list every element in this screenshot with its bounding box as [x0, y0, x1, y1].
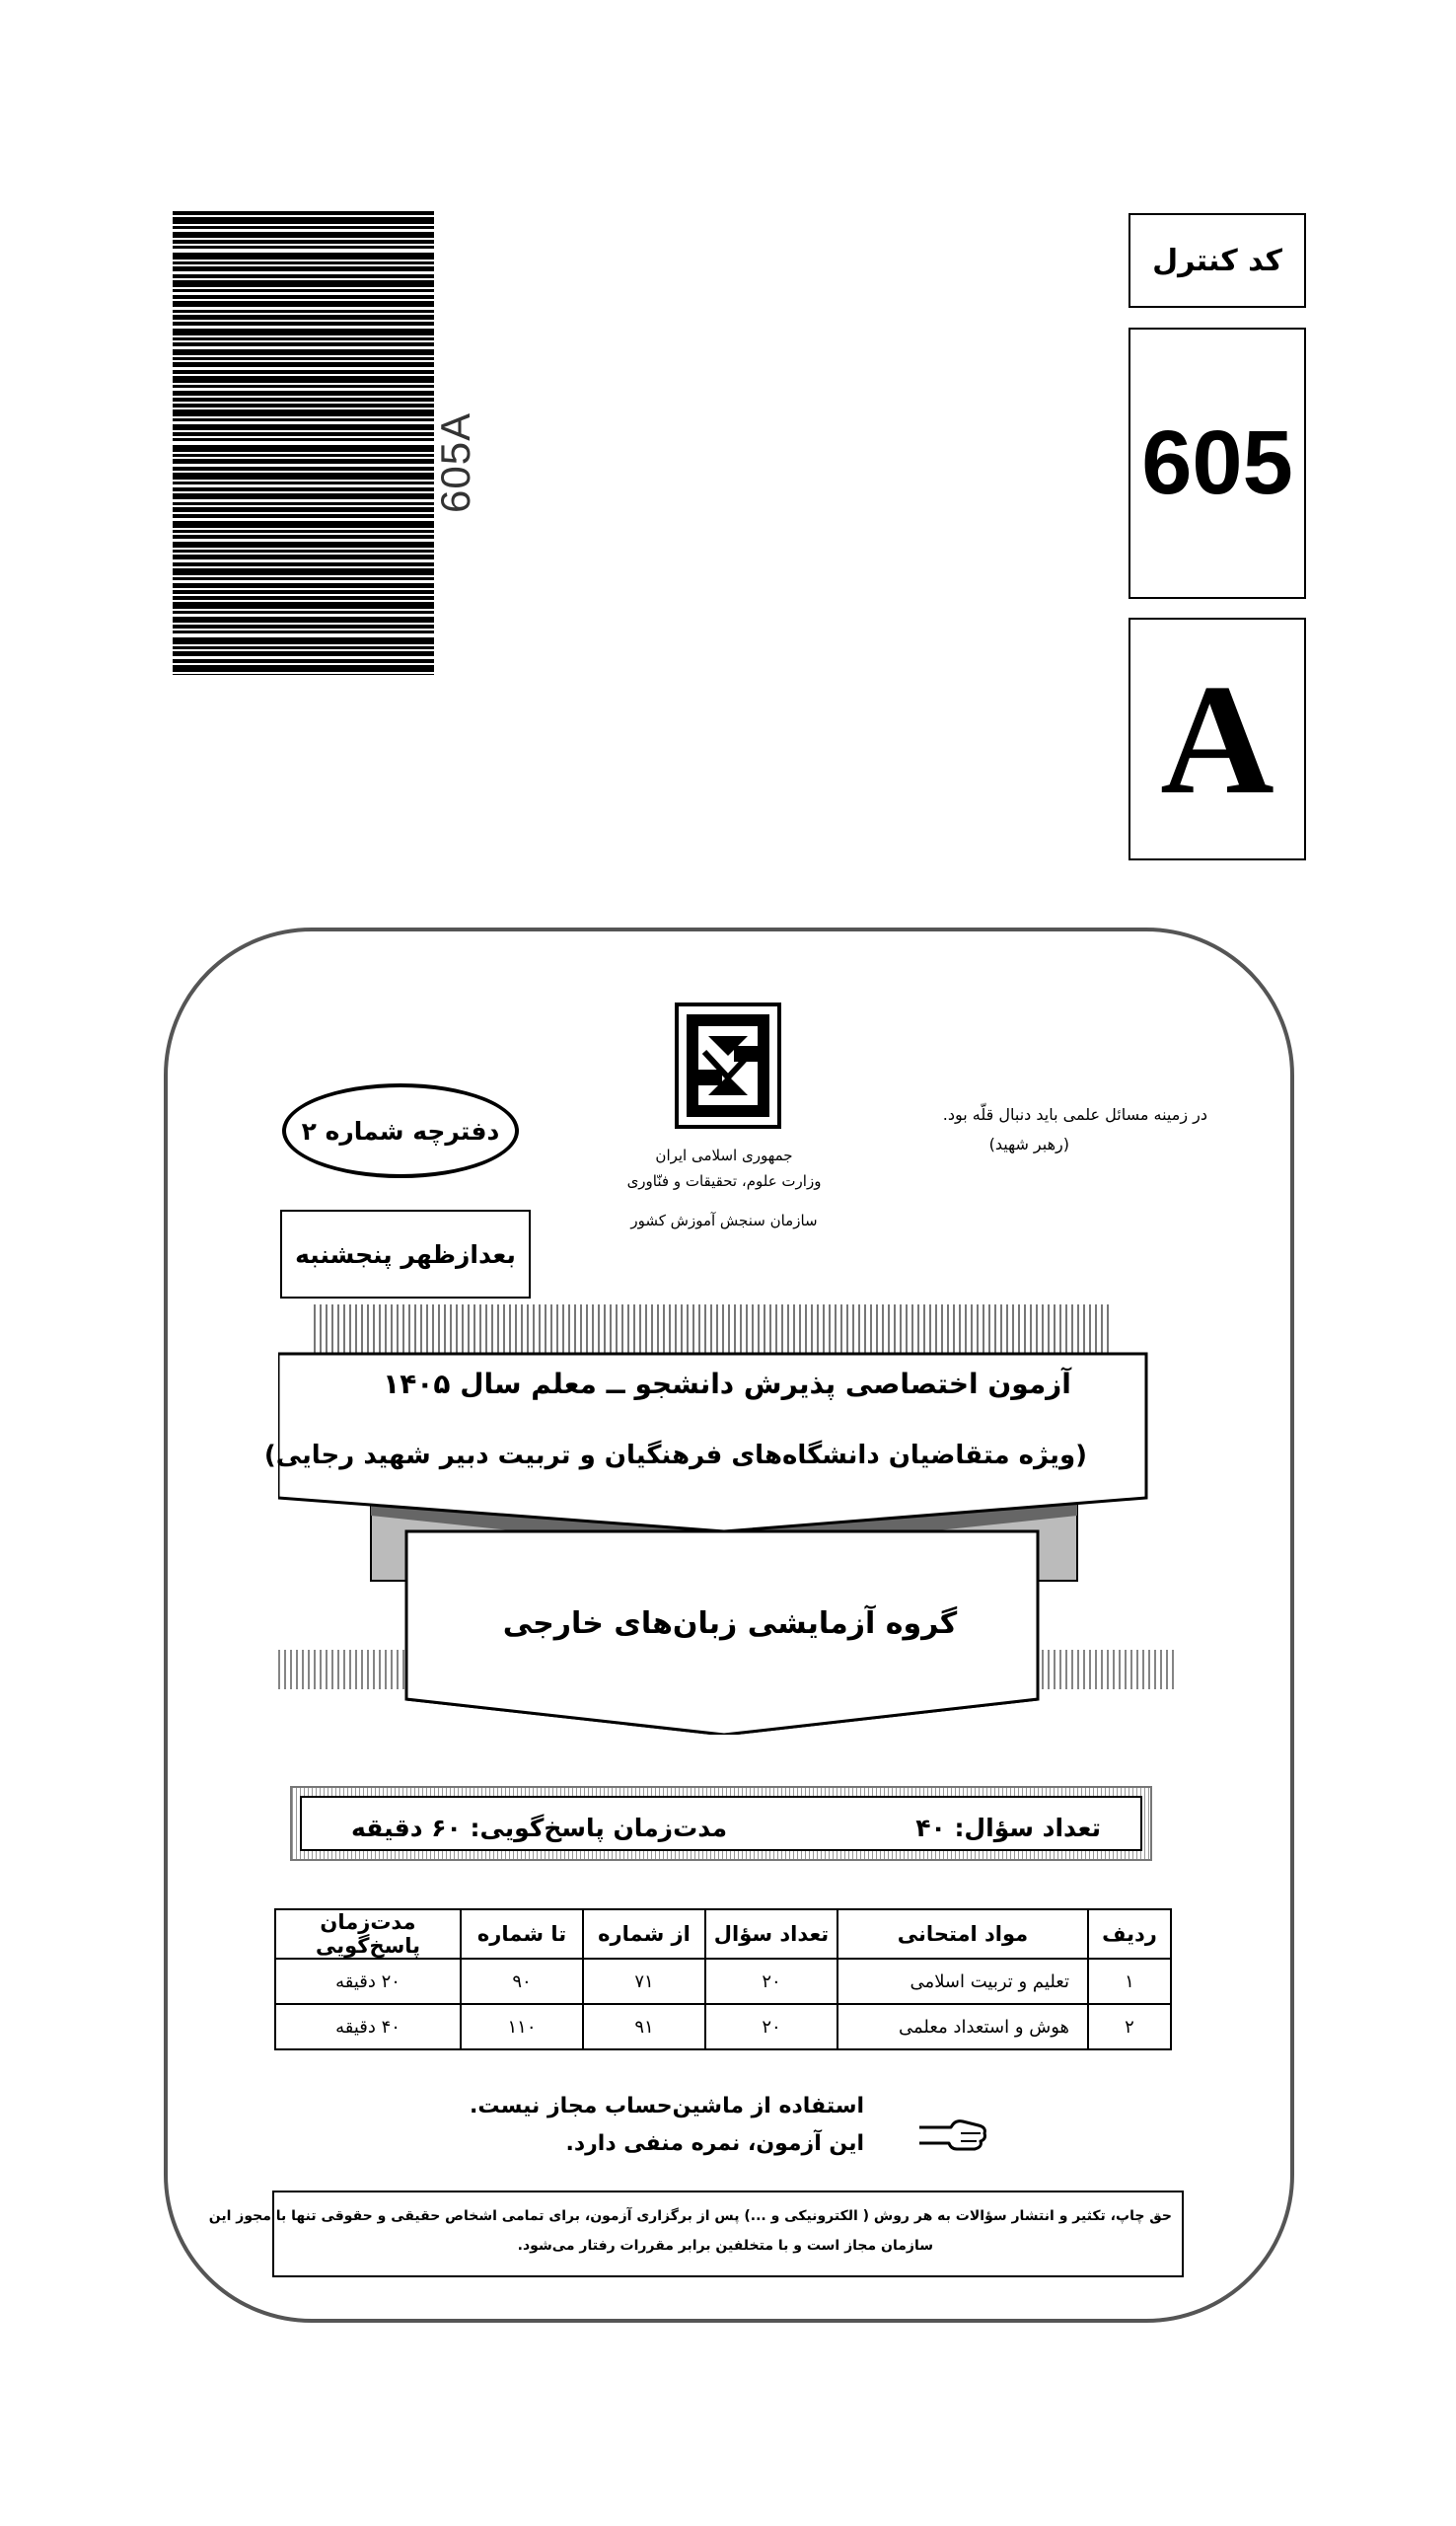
barcode-bar: [173, 659, 434, 663]
table-row: [275, 2004, 1171, 2049]
copyright-line-1: حق چاپ، تکثیر و انتشار سؤالات به هر روش ( الکترونیکی و ...) پس از برگزاری آزمون، برای تمامی اشخاص حقیقی و حقوقی تنها با مجوز این: [208, 2208, 1172, 2224]
barcode-bar: [173, 617, 434, 623]
exam-group-title: گروه آزمایشی زبان‌های خارجی: [502, 1606, 958, 1641]
barcode-bar: [173, 261, 434, 264]
control-code-box: [1128, 328, 1306, 599]
barcode-bar: [173, 665, 434, 672]
barcode-bar: [173, 240, 434, 244]
barcode-bar: [173, 246, 434, 249]
barcode-bar: [173, 583, 434, 588]
cell-question-count: ۲۰: [705, 2004, 837, 2049]
booklet-number-oval: [282, 1083, 519, 1178]
barcode-bar: [173, 404, 434, 408]
barcode-bar: [173, 217, 434, 224]
barcode-bar: [173, 432, 434, 436]
barcode-bar: [173, 289, 434, 292]
barcode-bar: [173, 493, 434, 499]
barcode-bar: [173, 342, 434, 346]
quote-author: (رهبر شهید): [988, 1135, 1069, 1153]
barcode-bar: [173, 577, 434, 580]
control-code: 605: [1141, 412, 1293, 513]
col-question-count: تعداد سؤال: [705, 1909, 837, 1959]
barcode-bar: [173, 674, 434, 675]
barcode-bar: [173, 211, 434, 215]
barcode-bar: [173, 467, 434, 471]
barcode-bar: [173, 337, 434, 340]
col-duration: مدت‌زمان پاسخ‌گویی: [275, 1909, 461, 1959]
barcode-bar: [173, 418, 434, 421]
leader-quote: در زمینه مسائل علمی باید دنبال قلّه بود.: [942, 1105, 1207, 1124]
cell-from-number: ۷۱: [583, 1959, 705, 2004]
barcode-bar: [173, 349, 434, 355]
barcode-bar: [173, 487, 434, 491]
org-line-organization: سازمان سنجش آموزش کشور: [630, 1212, 818, 1229]
barcode-bar: [173, 310, 434, 313]
barcode-bar: [173, 502, 434, 505]
cell-duration: ۴۰ دقیقه: [275, 2004, 461, 2049]
pointing-hand-icon: [917, 2112, 988, 2155]
barcode-bar: [173, 398, 434, 402]
barcode-bar: [173, 232, 434, 238]
org-line-ministry: وزارت علوم، تحقیقات و فنّاوری: [626, 1172, 822, 1190]
col-row: ردیف: [1088, 1909, 1171, 1959]
barcode-bar: [173, 473, 434, 480]
question-count: تعداد سؤال: ۴۰: [915, 1814, 1101, 1842]
barcode: [173, 211, 434, 675]
barcode-bar: [173, 301, 434, 307]
barcode-bar: [173, 357, 434, 360]
barcode-bar: [173, 454, 434, 457]
exam-duration: مدت‌زمان پاسخ‌گویی: ۶۰ دقیقه: [351, 1814, 728, 1842]
barcode-bar: [173, 315, 434, 320]
barcode-bar: [173, 409, 434, 416]
organization-logo: [675, 1003, 781, 1129]
cell-to-number: ۹۰: [461, 1959, 583, 2004]
barcode-bar: [173, 226, 434, 229]
barcode-bar: [173, 530, 434, 533]
barcode-bar: [173, 362, 434, 367]
control-label: کد کنترل: [1152, 243, 1282, 278]
subjects-table: [274, 1908, 1172, 2050]
booklet-number: دفترچه شماره ۲: [301, 1116, 500, 1146]
barcode-bar: [173, 438, 434, 441]
barcode-code-text: 605A: [432, 411, 478, 513]
table-header-row: [275, 1909, 1171, 1959]
exam-info-bar: [290, 1786, 1152, 1861]
session-label: بعدازظهر پنجشنبه: [295, 1239, 516, 1269]
barcode-bar: [173, 322, 434, 326]
barcode-bar: [173, 562, 434, 566]
control-label-box: [1128, 213, 1306, 308]
barcode-bar: [173, 370, 434, 374]
barcode-bar: [173, 555, 434, 559]
session-box: [280, 1210, 531, 1299]
cell-question-count: ۲۰: [705, 1959, 837, 2004]
barcode-bar: [173, 280, 434, 287]
cell-from-number: ۹۱: [583, 2004, 705, 2049]
cell-duration: ۲۰ دقیقه: [275, 1959, 461, 2004]
barcode-bar: [173, 611, 434, 614]
barcode-bar: [173, 424, 434, 430]
booklet-version: A: [1160, 650, 1274, 827]
col-subject: مواد امتحانی: [837, 1909, 1088, 1959]
exam-subtitle: (ویژه متقاضیان دانشگاه‌های فرهنگیان و تربیت دبیر شهید رجایی): [263, 1441, 1087, 1470]
col-from-number: از شماره: [583, 1909, 705, 1959]
cell-to-number: ۱۱۰: [461, 2004, 583, 2049]
barcode-bar: [173, 507, 434, 512]
barcode-bar: [173, 646, 434, 649]
barcode-bar: [173, 637, 434, 644]
barcode-bar: [173, 590, 434, 594]
negative-marking-note: این آزمون، نمره منفی دارد.: [565, 2131, 864, 2156]
cell-row: ۱: [1088, 1959, 1171, 2004]
barcode-bar: [173, 625, 434, 629]
barcode-bar: [173, 459, 434, 464]
calculator-note: استفاده از ماشین‌حساب مجاز نیست.: [470, 2094, 864, 2118]
barcode-bar: [173, 329, 434, 335]
barcode-bar: [173, 385, 434, 388]
barcode-bar: [173, 596, 434, 600]
barcode-bar: [173, 521, 434, 528]
cell-row: ۲: [1088, 2004, 1171, 2049]
barcode-bar: [173, 274, 434, 278]
barcode-bar: [173, 568, 434, 575]
barcode-bar: [173, 550, 434, 553]
copyright-box: [208, 2191, 1184, 2277]
barcode-bar: [173, 482, 434, 484]
barcode-bar: [173, 266, 434, 271]
barcode-bar: [173, 651, 434, 656]
barcode-bar: [173, 391, 434, 396]
barcode-bar: [173, 253, 434, 260]
cell-subject: هوش و استعداد معلمی: [837, 2004, 1088, 2049]
copyright-line-2: سازمان مجاز است و با متخلفین برابر مقررات رفتار می‌شود.: [517, 2238, 933, 2254]
barcode-bar: [173, 376, 434, 383]
barcode-bar: [173, 514, 434, 518]
exam-title: آزمون اختصاصی پذیرش دانشجو ــ معلم سال ۱۴۰۵: [383, 1368, 1071, 1400]
barcode-bar: [173, 602, 434, 609]
barcode-bar: [173, 295, 434, 299]
table-row: [275, 1959, 1171, 2004]
barcode-bar: [173, 535, 434, 539]
col-to-number: تا شماره: [461, 1909, 583, 1959]
org-line-country: جمهوری اسلامی ایران: [655, 1147, 793, 1164]
barcode-bar: [173, 631, 434, 633]
barcode-bar: [173, 445, 434, 452]
barcode-bar: [173, 542, 434, 548]
exam-info-inner: [300, 1796, 1142, 1851]
booklet-version-box: [1128, 618, 1306, 860]
cell-subject: تعلیم و تربیت اسلامی: [837, 1959, 1088, 2004]
